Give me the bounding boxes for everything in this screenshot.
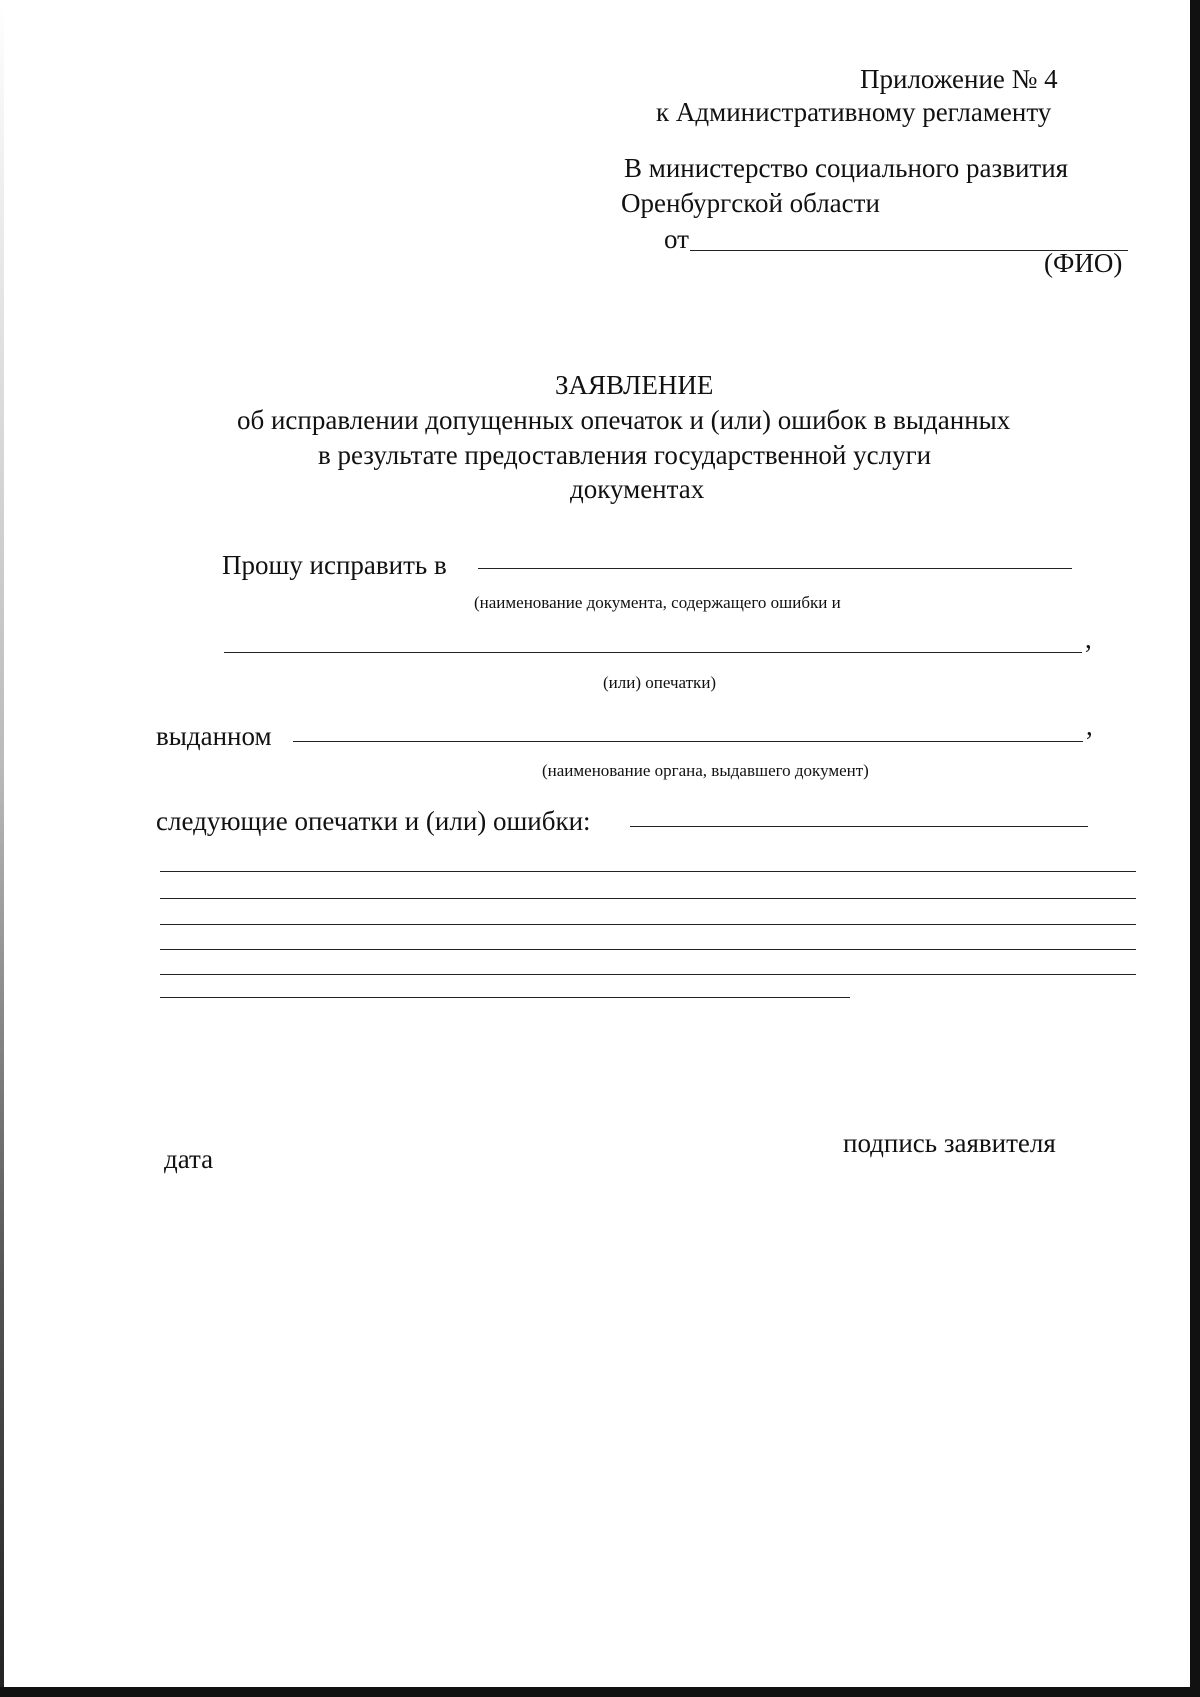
document-subtitle-line-1: об исправлении допущенных опечаток и (или) ошибок в выданных bbox=[237, 405, 1011, 435]
scan-edge-left bbox=[0, 0, 4, 1697]
errors-line-5[interactable] bbox=[160, 949, 1136, 950]
date-label: дата bbox=[164, 1144, 214, 1174]
errors-label: следующие опечатки и (или) ошибки: bbox=[156, 806, 591, 836]
issuing-authority-line[interactable] bbox=[293, 741, 1083, 742]
document-name-line-1[interactable] bbox=[478, 568, 1072, 569]
document-title: ЗАЯВЛЕНИЕ bbox=[555, 370, 714, 400]
errors-line-6[interactable] bbox=[160, 974, 1136, 975]
scan-edge-bottom bbox=[0, 1687, 1200, 1697]
errors-line-4[interactable] bbox=[160, 924, 1136, 925]
signature-label: подпись заявителя bbox=[843, 1128, 1056, 1158]
addressee-ministry: В министерство социального развития bbox=[624, 153, 1069, 183]
issuing-authority-comma: , bbox=[1086, 711, 1093, 741]
errors-line-1[interactable] bbox=[630, 826, 1088, 827]
errors-line-2[interactable] bbox=[160, 871, 1136, 872]
fio-caption: (ФИО) bbox=[1044, 248, 1123, 278]
document-subtitle-line-2: в результате предоставления государственной услуги bbox=[318, 440, 932, 470]
appendix-reference: к Административному регламенту bbox=[656, 97, 1052, 127]
request-label: Прошу исправить в bbox=[222, 550, 447, 580]
errors-line-7[interactable] bbox=[160, 997, 850, 998]
issued-label: выданном bbox=[156, 721, 272, 751]
document-subtitle-line-3: документах bbox=[570, 474, 705, 504]
addressee-region: Оренбургской области bbox=[621, 188, 880, 218]
appendix-number: Приложение № 4 bbox=[860, 64, 1058, 94]
scan-edge-right bbox=[1190, 0, 1200, 1697]
document-name-hint-1: (наименование документа, содержащего ошибки и bbox=[474, 593, 841, 612]
from-label: от bbox=[664, 224, 689, 254]
document-name-hint-2: (или) опечатки) bbox=[603, 673, 717, 692]
issuing-authority-hint: (наименование органа, выдавшего документ) bbox=[542, 761, 869, 780]
document-name-line-2[interactable] bbox=[224, 652, 1082, 653]
errors-line-3[interactable] bbox=[160, 898, 1136, 899]
document-name-comma: , bbox=[1085, 624, 1092, 654]
